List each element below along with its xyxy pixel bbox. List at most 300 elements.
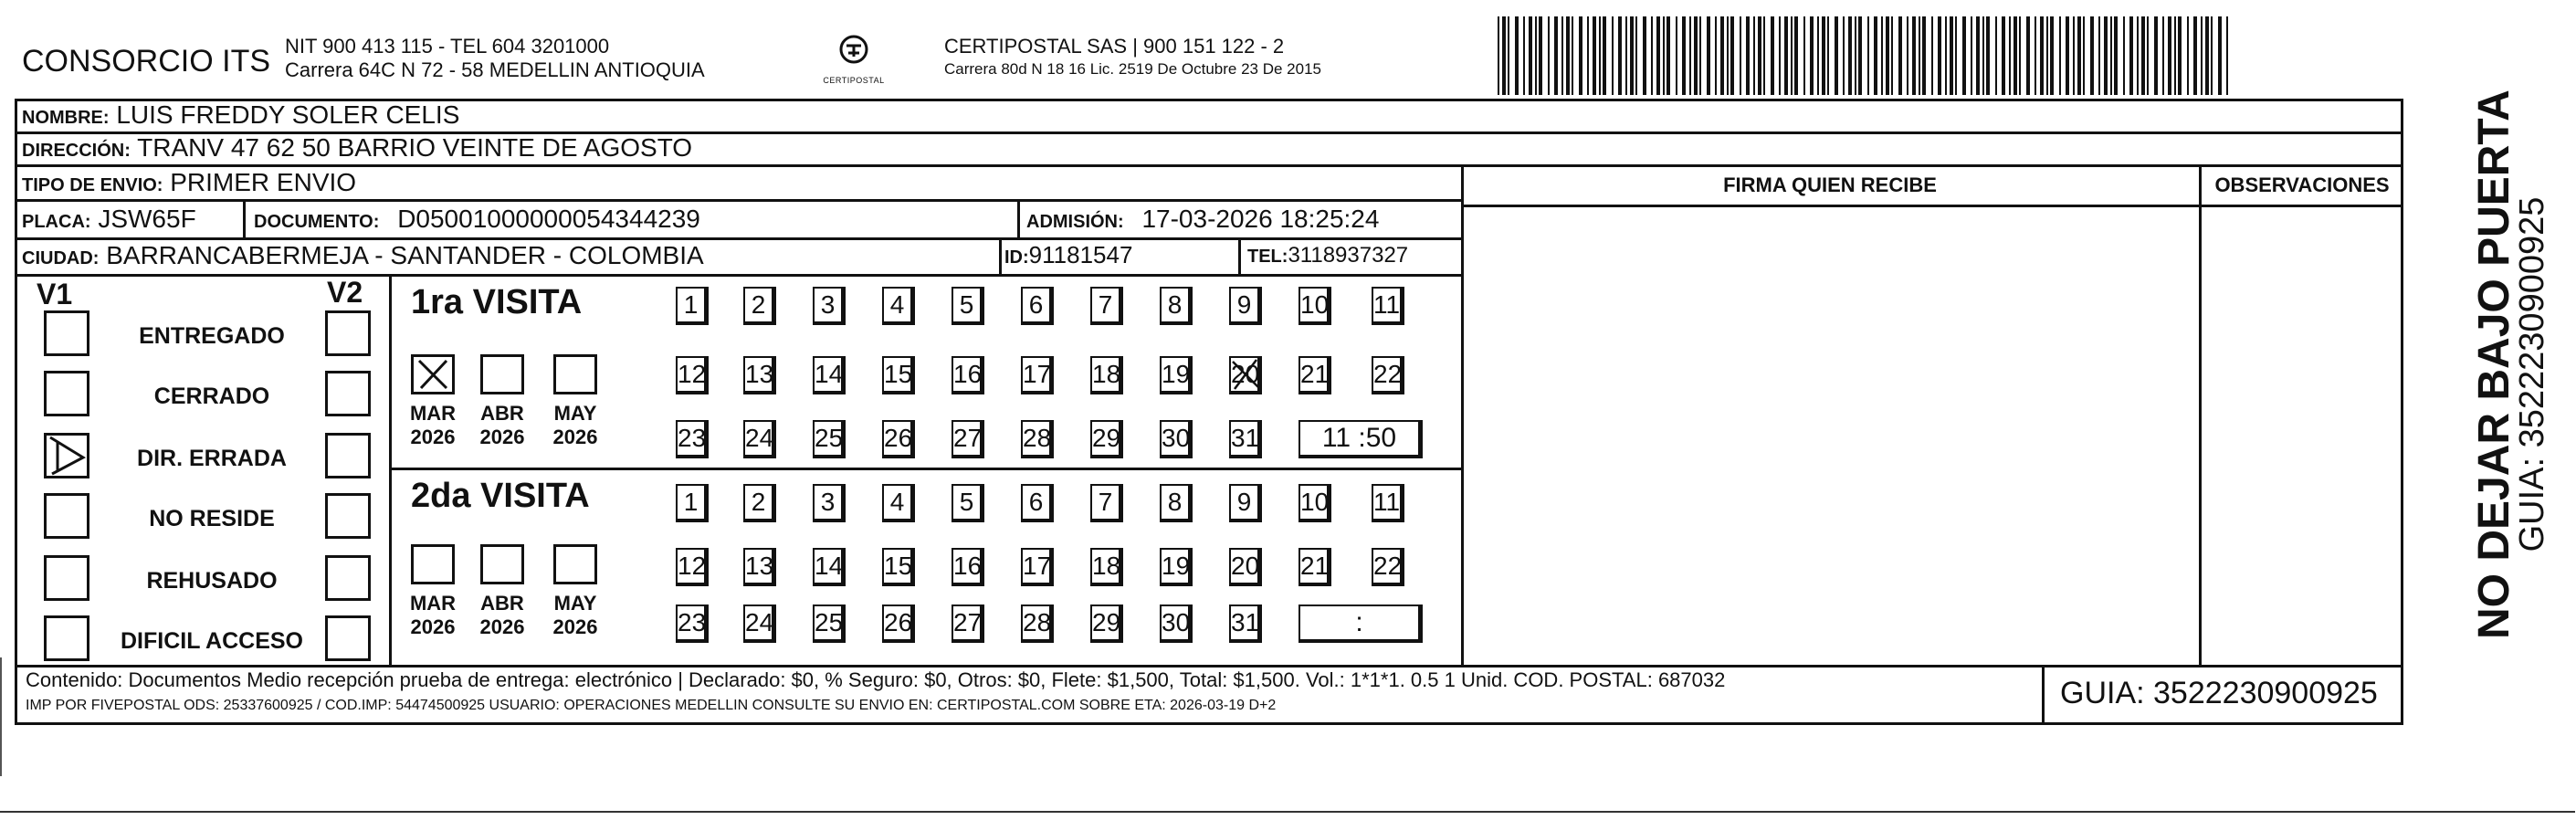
month-label: MAR	[409, 402, 457, 425]
barcode-bar	[1651, 16, 1653, 95]
barcode-bar	[1539, 16, 1542, 95]
first-visit-day-box[interactable]	[813, 356, 846, 394]
status-label: DIR. ERRADA	[137, 446, 287, 471]
barcode-bar	[1694, 16, 1698, 95]
first-visit-day-box[interactable]	[743, 356, 776, 394]
barcode-bar	[1502, 16, 1506, 95]
second-visit-day-box[interactable]	[676, 484, 709, 522]
day-number: 7	[1098, 488, 1113, 516]
first-visit-day-box[interactable]	[1299, 287, 1331, 325]
first-visit-day-box[interactable]	[1090, 356, 1123, 394]
certipostal-logo	[804, 33, 904, 88]
first-visit-day-box[interactable]	[952, 420, 984, 458]
documento-value: D05001000000054344239	[397, 205, 700, 233]
barcode-bar	[1986, 16, 1990, 95]
barcode-bar	[2035, 16, 2036, 95]
day-number: 12	[678, 360, 707, 388]
barcode-bar	[2026, 16, 2030, 95]
admision-cell	[1026, 205, 1379, 234]
company-address: Carrera 64C N 72 - 58 MEDELLIN ANTIOQUIA	[285, 58, 705, 81]
second-visit-day-box[interactable]	[1090, 548, 1123, 586]
day-number: 22	[1373, 360, 1403, 388]
barcode-bar	[1817, 16, 1819, 95]
tipo-envio-value: PRIMER ENVIO	[170, 168, 357, 196]
barcode-bar	[2174, 16, 2176, 95]
second-visit-month-checkbox[interactable]	[411, 544, 455, 584]
second-visit-month-checkbox[interactable]	[553, 544, 597, 584]
first-visit-day-box[interactable]	[743, 420, 776, 458]
barcode-bar	[1950, 16, 1953, 95]
day-number: 19	[1162, 360, 1191, 388]
barcode-bar	[1955, 16, 1957, 95]
day-number: 30	[1162, 608, 1191, 636]
barcode-bar	[1794, 16, 1798, 95]
barcode-bar	[1891, 16, 1893, 95]
barcode-bar	[2205, 16, 2209, 95]
barcode-bar	[1976, 16, 1980, 95]
month-label: MAR	[409, 592, 457, 615]
certipostal-logo-text: CERTIPOSTAL	[823, 76, 885, 85]
barcode-bar	[1791, 16, 1793, 95]
first-visit-day-box[interactable]	[952, 287, 984, 325]
barcode-bar	[1995, 16, 1997, 95]
day-number: 4	[889, 488, 905, 516]
barcode-bar	[1858, 16, 1862, 95]
day-number: 6	[1028, 488, 1044, 516]
barcode-bar	[1784, 16, 1788, 95]
day-number: 4	[889, 290, 905, 319]
barcode-bar	[1715, 16, 1717, 95]
barcode-bar	[1907, 16, 1908, 95]
tel-cell	[1247, 243, 1408, 268]
second-visit-day-box[interactable]	[1021, 484, 1054, 522]
v2-checkbox[interactable]	[325, 371, 371, 416]
day-number: 21	[1300, 552, 1330, 580]
barcode-bar	[1529, 16, 1532, 95]
barcode-bar	[1822, 16, 1825, 95]
barcode-bar	[1699, 16, 1701, 95]
second-visit-day-box[interactable]	[743, 484, 776, 522]
barcode-bar	[2040, 16, 2044, 95]
day-number: 10	[1300, 488, 1330, 516]
second-visit-day-box[interactable]	[743, 604, 776, 643]
second-visit-time-box[interactable]: :	[1299, 604, 1423, 643]
second-visit-title: 2da VISITA	[411, 477, 590, 515]
first-visit-day-box[interactable]	[676, 356, 709, 394]
ciudad-value: BARRANCABERMEJA - SANTANDER - COLOMBIA	[106, 241, 704, 269]
barcode-bar	[2002, 16, 2005, 95]
first-visit-day-box[interactable]	[1021, 420, 1054, 458]
ciudad-cell	[22, 241, 704, 270]
first-visit-month-checkbox[interactable]	[411, 354, 455, 394]
second-visit-day-box[interactable]	[1229, 604, 1262, 643]
barcode-bar	[1663, 16, 1665, 95]
day-number: 14	[815, 360, 844, 388]
year-label: 2026	[552, 615, 598, 638]
barcode-bar	[2110, 16, 2112, 95]
barcode-bar	[1579, 16, 1582, 95]
barcode-bar	[1572, 16, 1573, 95]
day-number: 18	[1092, 360, 1121, 388]
nombre-row	[22, 100, 459, 130]
year-label: 2026	[479, 426, 525, 448]
month-label: ABR	[480, 402, 524, 425]
second-visit-day-box[interactable]	[1160, 484, 1193, 522]
barcode-bar	[1835, 16, 1838, 95]
barcode-bar	[1740, 16, 1741, 95]
day-number: 28	[1023, 424, 1052, 452]
barcode-bar	[1971, 16, 1972, 95]
certipostal-address: Carrera 80d N 18 16 Lic. 2519 De Octubre 23 De 2015	[944, 60, 1321, 78]
v1-checkbox[interactable]	[44, 615, 89, 661]
v2-checkbox[interactable]	[325, 433, 371, 478]
first-visit-day-box[interactable]	[813, 287, 846, 325]
barcode-bar	[1919, 16, 1920, 95]
tipo-envio-label: TIPO DE ENVIO:	[22, 175, 163, 195]
second-visit-day-box[interactable]	[1229, 548, 1262, 586]
second-visit-day-box[interactable]	[1160, 548, 1193, 586]
v2-checkbox[interactable]	[325, 310, 371, 356]
tel-label: TEL:	[1247, 247, 1288, 267]
second-visit-day-box[interactable]	[882, 484, 915, 522]
second-visit-day-box[interactable]	[952, 484, 984, 522]
second-visit-day-box[interactable]	[813, 484, 846, 522]
day-number: 12	[678, 552, 707, 580]
second-visit-day-box[interactable]	[1372, 548, 1404, 586]
day-number: 17	[1023, 552, 1052, 580]
placa-label: PLACA:	[22, 212, 91, 232]
barcode-bar	[1727, 16, 1729, 95]
barcode-bar	[1763, 16, 1765, 95]
day-number: 29	[1092, 608, 1121, 636]
first-visit-day-box[interactable]	[1090, 287, 1123, 325]
barcode-bar	[1720, 16, 1724, 95]
id-label: ID:	[1004, 247, 1029, 268]
day-number: 15	[884, 360, 913, 388]
second-visit-day-box[interactable]	[676, 604, 709, 643]
day-number: 13	[745, 360, 774, 388]
barcode-bar	[1827, 16, 1829, 95]
barcode-bar	[1931, 16, 1933, 95]
second-visit-day-box[interactable]	[743, 548, 776, 586]
month-label: ABR	[480, 592, 524, 615]
v1-checkbox[interactable]	[44, 433, 89, 478]
barcode	[1498, 16, 2228, 95]
day-number: 31	[1231, 608, 1260, 636]
barcode-bar	[2147, 16, 2149, 95]
certipostal-logo-icon	[804, 33, 904, 73]
day-number: 2	[751, 290, 766, 319]
barcode-bar	[2211, 16, 2213, 95]
company-name: CONSORCIO ITS	[22, 44, 271, 79]
barcode-bar	[1523, 16, 1525, 95]
v2-checkbox[interactable]	[325, 615, 371, 661]
day-number: 24	[745, 608, 774, 636]
barcode-bar	[1554, 16, 1558, 95]
day-number: 27	[953, 608, 983, 636]
day-number: 23	[678, 608, 707, 636]
status-label: NO RESIDE	[149, 506, 275, 531]
day-number: 24	[745, 424, 774, 452]
day-number: 16	[953, 552, 983, 580]
barcode-bar	[2218, 16, 2222, 95]
barcode-bar	[1618, 16, 1622, 95]
barcode-bar	[1730, 16, 1734, 95]
first-visit-day-box[interactable]	[952, 356, 984, 394]
barcode-bar	[2137, 16, 2139, 95]
day-number: 21	[1300, 360, 1330, 388]
second-visit-day-box[interactable]	[1160, 604, 1193, 643]
barcode-bar	[1667, 16, 1670, 95]
v2-checkbox[interactable]	[325, 555, 371, 601]
first-visit-day-box[interactable]	[1160, 420, 1193, 458]
barcode-bar	[1603, 16, 1606, 95]
first-visit-day-box[interactable]	[676, 420, 709, 458]
second-visit-day-box[interactable]	[813, 548, 846, 586]
barcode-bar	[1548, 16, 1550, 95]
day-number: 22	[1373, 552, 1403, 580]
barcode-bar	[1587, 16, 1589, 95]
day-number: 3	[820, 290, 836, 319]
barcode-bar	[1630, 16, 1634, 95]
placa-cell	[22, 205, 196, 234]
barcode-bar	[1635, 16, 1637, 95]
barcode-bar	[2104, 16, 2108, 95]
barcode-bar	[2013, 16, 2017, 95]
first-visit-month-checkbox[interactable]	[480, 354, 524, 394]
first-visit-day-box[interactable]	[676, 287, 709, 325]
day-number: 5	[959, 290, 974, 319]
second-visit-day-box[interactable]	[1299, 484, 1331, 522]
certipostal-name: CERTIPOSTAL SAS | 900 151 122 - 2	[944, 35, 1285, 58]
side-guia: GUIA: 3522230900925	[2513, 196, 2551, 552]
nombre-value: LUIS FREDDY SOLER CELIS	[116, 100, 460, 129]
month-label: MAY	[553, 592, 597, 615]
second-visit-month-checkbox[interactable]	[480, 544, 524, 584]
second-visit-day-box[interactable]	[1090, 604, 1123, 643]
barcode-bar	[1874, 16, 1877, 95]
direccion-value: TRANV 47 62 50 BARRIO VEINTE DE AGOSTO	[137, 133, 693, 162]
first-visit-day-box[interactable]	[1299, 356, 1331, 394]
second-visit-day-box[interactable]	[813, 604, 846, 643]
day-number: 13	[745, 552, 774, 580]
day-number: 15	[884, 552, 913, 580]
barcode-bar	[1535, 16, 1537, 95]
second-visit-day-box[interactable]	[952, 548, 984, 586]
barcode-bar	[1898, 16, 1902, 95]
day-number: 6	[1028, 290, 1044, 319]
first-visit-day-box[interactable]	[1372, 356, 1404, 394]
barcode-bar	[1803, 16, 1805, 95]
v1-checkbox[interactable]	[44, 555, 89, 601]
barcode-bar	[2046, 16, 2048, 95]
first-visit-time-box[interactable]: 11 :50	[1299, 420, 1423, 458]
first-visit-day-box[interactable]	[1160, 287, 1193, 325]
first-visit-day-box[interactable]	[1229, 287, 1262, 325]
id-cell	[1004, 241, 1132, 269]
day-number: 8	[1167, 290, 1183, 319]
ciudad-label: CIUDAD:	[22, 248, 100, 268]
barcode-bar	[2073, 16, 2075, 95]
day-number: 20	[1231, 360, 1260, 388]
first-visit-day-box[interactable]	[743, 287, 776, 325]
first-visit-month-checkbox[interactable]	[553, 354, 597, 394]
status-label: REHUSADO	[146, 568, 278, 594]
barcode-bar	[2077, 16, 2081, 95]
second-visit-day-box[interactable]	[676, 548, 709, 586]
day-number: 10	[1300, 290, 1330, 319]
year-label: 2026	[552, 426, 598, 448]
barcode-bar	[2066, 16, 2069, 95]
first-visit-day-box[interactable]	[1021, 287, 1054, 325]
day-number: 1	[683, 488, 699, 516]
barcode-bar	[2090, 16, 2094, 95]
documento-cell	[254, 205, 700, 234]
barcode-bar	[1566, 16, 1570, 95]
nit-line: NIT 900 413 115 - TEL 604 3201000	[285, 35, 610, 58]
year-label: 2026	[410, 426, 456, 448]
barcode-bar	[1938, 16, 1941, 95]
day-number: 2	[751, 488, 766, 516]
barcode-bar	[1508, 16, 1509, 95]
barcode-bar	[2083, 16, 2085, 95]
contenido-text: Contenido: Documentos Medio recepción prueba de entrega: electrónico | Declarado: $0, % Seguro: $0, Otros: $0, Flete: $1,500, Total: $1,500. Vol.: 1*1*1. 0.5 1 Unid. COD. POSTAL: 687032	[26, 668, 1726, 691]
day-number: 9	[1236, 290, 1252, 319]
day-number: 16	[953, 360, 983, 388]
barcode-bar	[2226, 16, 2228, 95]
day-number: 23	[678, 424, 707, 452]
barcode-bar	[2129, 16, 2133, 95]
second-visit-day-box[interactable]	[882, 548, 915, 586]
observaciones-header: OBSERVACIONES	[2214, 173, 2390, 196]
status-label: CERRADO	[153, 384, 270, 409]
barcode-bar	[1625, 16, 1627, 95]
v2-checkbox[interactable]	[325, 493, 371, 539]
barcode-bar	[2059, 16, 2061, 95]
day-number: 9	[1236, 488, 1252, 516]
day-number: 8	[1167, 488, 1183, 516]
day-number: 26	[884, 608, 913, 636]
day-number: 5	[959, 488, 974, 516]
barcode-bar	[1682, 16, 1686, 95]
day-number: 7	[1098, 290, 1113, 319]
barcode-bar	[2123, 16, 2125, 95]
second-visit-day-box[interactable]	[952, 604, 984, 643]
second-visit-day-box[interactable]	[1021, 548, 1054, 586]
first-visit-day-box[interactable]	[1021, 356, 1054, 394]
day-number: 30	[1162, 424, 1191, 452]
barcode-bar	[1771, 16, 1774, 95]
firma-header: FIRMA QUIEN RECIBE	[1723, 173, 1937, 196]
v1-checkbox[interactable]	[44, 371, 89, 416]
v2-header: V2	[327, 276, 363, 309]
day-number: 20	[1231, 552, 1260, 580]
barcode-bar	[1867, 16, 1869, 95]
barcode-bar	[2168, 16, 2171, 95]
barcode-bar	[1643, 16, 1646, 95]
day-number: 25	[815, 424, 844, 452]
barcode-bar	[1612, 16, 1614, 95]
second-visit-day-box[interactable]	[1021, 604, 1054, 643]
barcode-bar	[1498, 16, 1499, 95]
direccion-label: DIRECCIÓN:	[22, 141, 131, 161]
day-number: 11	[1373, 290, 1401, 319]
barcode-bar	[1599, 16, 1601, 95]
day-number: 25	[815, 608, 844, 636]
first-visit-day-box[interactable]	[1372, 287, 1404, 325]
checkmark-icon	[47, 436, 87, 476]
second-visit-day-box[interactable]	[1090, 484, 1123, 522]
v1-checkbox[interactable]	[44, 493, 89, 539]
barcode-bar	[1561, 16, 1563, 95]
imp-text: IMP POR FIVEPOSTAL ODS: 25337600925 / COD.IMP: 54474500925 USUARIO: OPERACIONES MEDELLIN CONSULTE SU ENVIO EN: CERTIPOSTAL.COM SOBRE ETA: 2026-03-19 D+2	[26, 698, 1277, 713]
first-visit-day-box[interactable]	[1160, 356, 1193, 394]
side-warning: NO DEJAR BAJO PUERTA	[2470, 89, 2518, 639]
tipo-envio-row	[22, 168, 356, 197]
barcode-bar	[1656, 16, 1660, 95]
day-number: 3	[820, 488, 836, 516]
bottom-rule	[0, 811, 2575, 813]
second-visit-day-box[interactable]	[1299, 548, 1331, 586]
first-visit-day-box[interactable]	[813, 420, 846, 458]
day-number: 17	[1023, 360, 1052, 388]
barcode-bar	[2187, 16, 2189, 95]
day-number: 28	[1023, 608, 1052, 636]
day-number: 1	[683, 290, 699, 319]
second-visit-day-box[interactable]	[1372, 484, 1404, 522]
barcode-bar	[1676, 16, 1677, 95]
first-visit-day-box[interactable]	[882, 356, 915, 394]
first-visit-day-box[interactable]	[882, 420, 915, 458]
barcode-bar	[2141, 16, 2145, 95]
first-visit-title: 1ra VISITA	[411, 283, 583, 321]
year-label: 2026	[479, 615, 525, 638]
day-number: 18	[1092, 552, 1121, 580]
barcode-bar	[2050, 16, 2054, 95]
first-visit-day-box[interactable]	[1090, 420, 1123, 458]
day-number: 14	[815, 552, 844, 580]
barcode-bar	[1922, 16, 1926, 95]
direccion-row	[22, 133, 692, 163]
year-label: 2026	[410, 615, 456, 638]
v1-checkbox[interactable]	[44, 310, 89, 356]
status-label: ENTREGADO	[139, 323, 285, 349]
first-visit-day-box[interactable]	[1229, 420, 1262, 458]
barcode-bar	[1912, 16, 1916, 95]
first-visit-day-box[interactable]	[1229, 356, 1262, 394]
barcode-bar	[1779, 16, 1781, 95]
second-visit-day-box[interactable]	[1229, 484, 1262, 522]
month-label: MAY	[553, 402, 597, 425]
barcode-bar	[1707, 16, 1710, 95]
v1-header: V1	[37, 278, 73, 310]
tel-value: 3118937327	[1288, 243, 1409, 268]
first-visit-day-box[interactable]	[882, 287, 915, 325]
x-mark-icon	[1229, 356, 1262, 393]
barcode-bar	[2009, 16, 2011, 95]
barcode-bar	[1962, 16, 1966, 95]
second-visit-day-box[interactable]	[882, 604, 915, 643]
day-number: 29	[1092, 424, 1121, 452]
day-number: 11	[1373, 488, 1401, 516]
barcode-bar	[1945, 16, 1947, 95]
barcode-bar	[2114, 16, 2118, 95]
barcode-bar	[2201, 16, 2203, 95]
day-number: 26	[884, 424, 913, 452]
barcode-bar	[1746, 16, 1750, 95]
day-number: 31	[1231, 424, 1260, 452]
documento-label: DOCUMENTO:	[254, 212, 380, 232]
